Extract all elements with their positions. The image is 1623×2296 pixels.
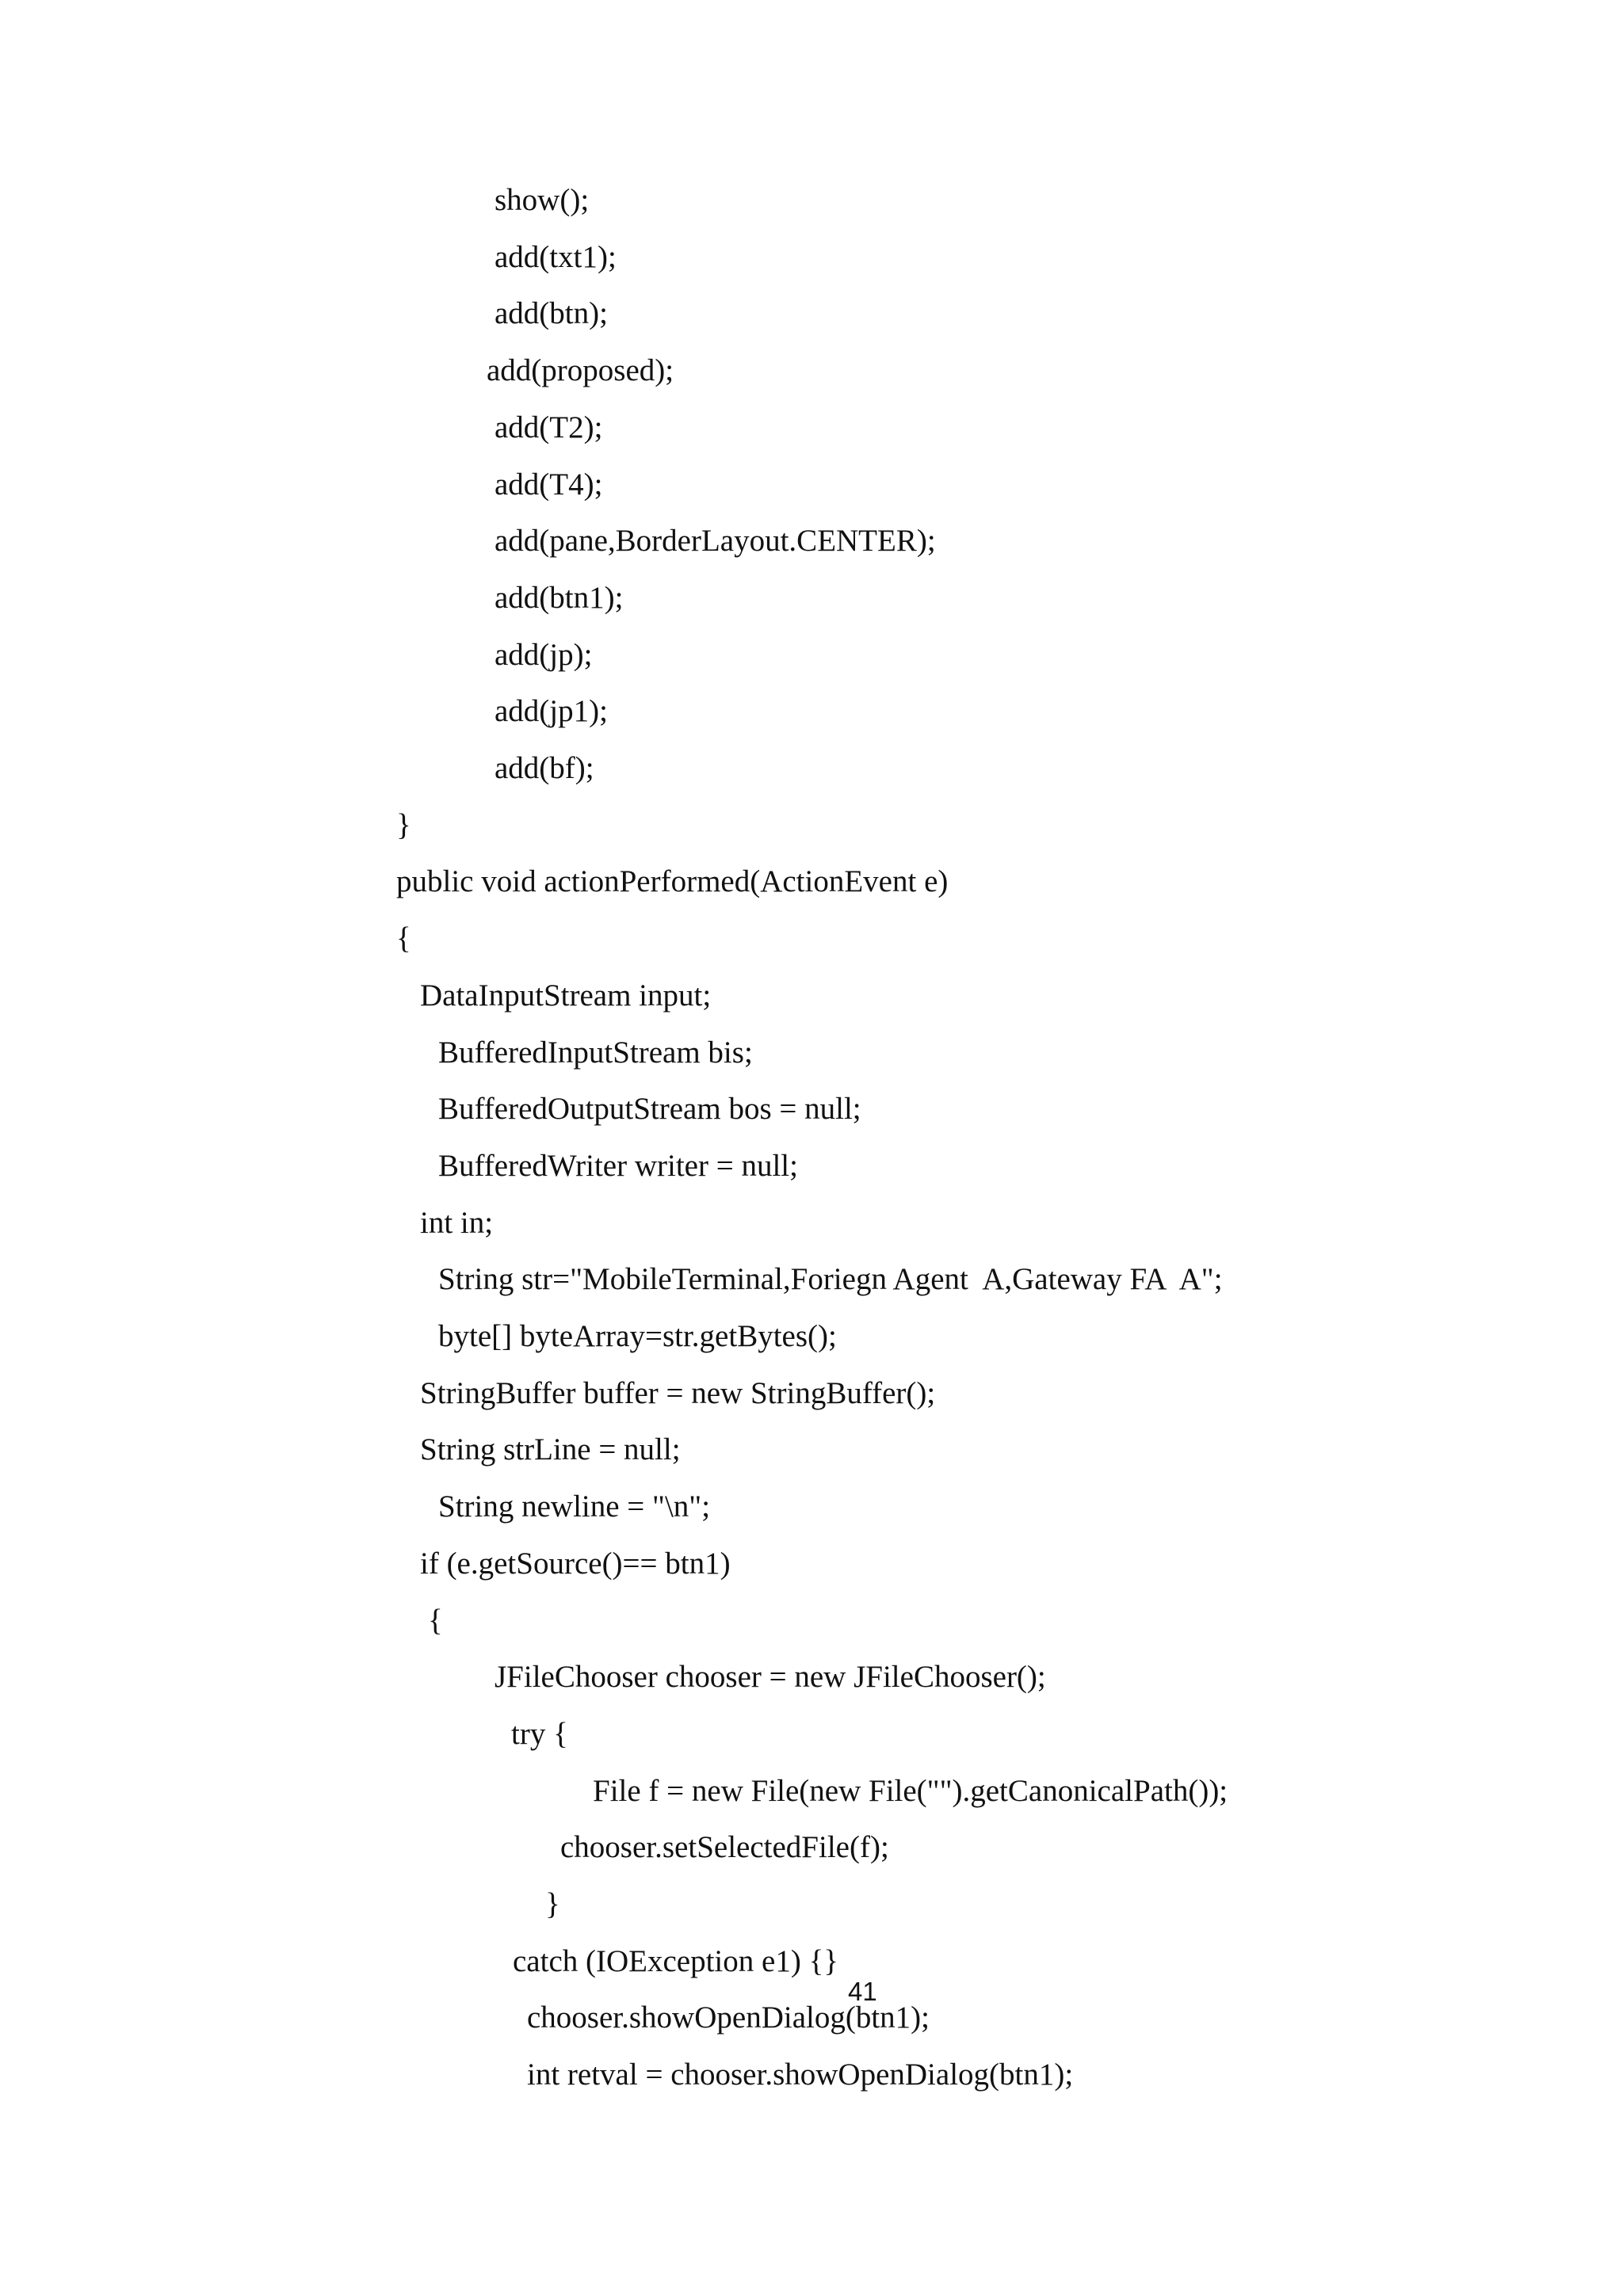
- code-line: DataInputStream input;: [420, 978, 712, 1013]
- code-line: if (e.getSource()== btn1): [420, 1546, 731, 1581]
- code-line: BufferedOutputStream bos = null;: [438, 1092, 861, 1127]
- code-line: add(btn1);: [495, 580, 624, 615]
- code-line: String strLine = null;: [420, 1432, 681, 1467]
- code-line: String str="MobileTerminal,Foriegn Agent A,Gateway FA A";: [438, 1262, 1223, 1297]
- code-line: {: [396, 921, 411, 956]
- code-line: add(txt1);: [495, 239, 617, 274]
- code-line: }: [545, 1887, 560, 1921]
- code-line: {: [428, 1603, 443, 1638]
- code-line: add(bf);: [495, 751, 594, 785]
- code-line: StringBuffer buffer = new StringBuffer();: [420, 1375, 936, 1410]
- code-line: JFileChooser chooser = new JFileChooser();: [495, 1660, 1046, 1695]
- code-line: public void actionPerformed(ActionEvent e): [396, 864, 949, 899]
- code-line: add(T2);: [495, 410, 603, 444]
- code-line: show();: [495, 183, 590, 217]
- code-line: add(T4);: [495, 467, 603, 502]
- code-line: chooser.showOpenDialog(btn1);: [527, 2000, 930, 2035]
- code-line: BufferedInputStream bis;: [438, 1035, 753, 1070]
- code-line: add(btn);: [495, 296, 608, 331]
- code-line: int in;: [420, 1205, 494, 1240]
- page-number: 41: [848, 1977, 877, 2006]
- code-line: catch (IOException e1) {}: [513, 1943, 839, 1978]
- code-line: File f = new File(new File("").getCanonicalPath());: [593, 1773, 1228, 1808]
- code-line: add(pane,BorderLayout.CENTER);: [495, 524, 936, 559]
- code-line: add(proposed);: [487, 353, 674, 388]
- code-line: BufferedWriter writer = null;: [438, 1148, 798, 1183]
- code-line: String newline = "\n";: [438, 1489, 711, 1524]
- code-line: int retval = chooser.showOpenDialog(btn1);: [527, 2058, 1074, 2092]
- code-line: add(jp);: [495, 637, 593, 672]
- code-line: byte[] byteArray=str.getBytes();: [438, 1319, 837, 1353]
- code-line: chooser.setSelectedFile(f);: [560, 1830, 889, 1865]
- code-line: add(jp1);: [495, 694, 608, 729]
- code-line: try {: [511, 1716, 568, 1751]
- code-line: }: [396, 807, 411, 842]
